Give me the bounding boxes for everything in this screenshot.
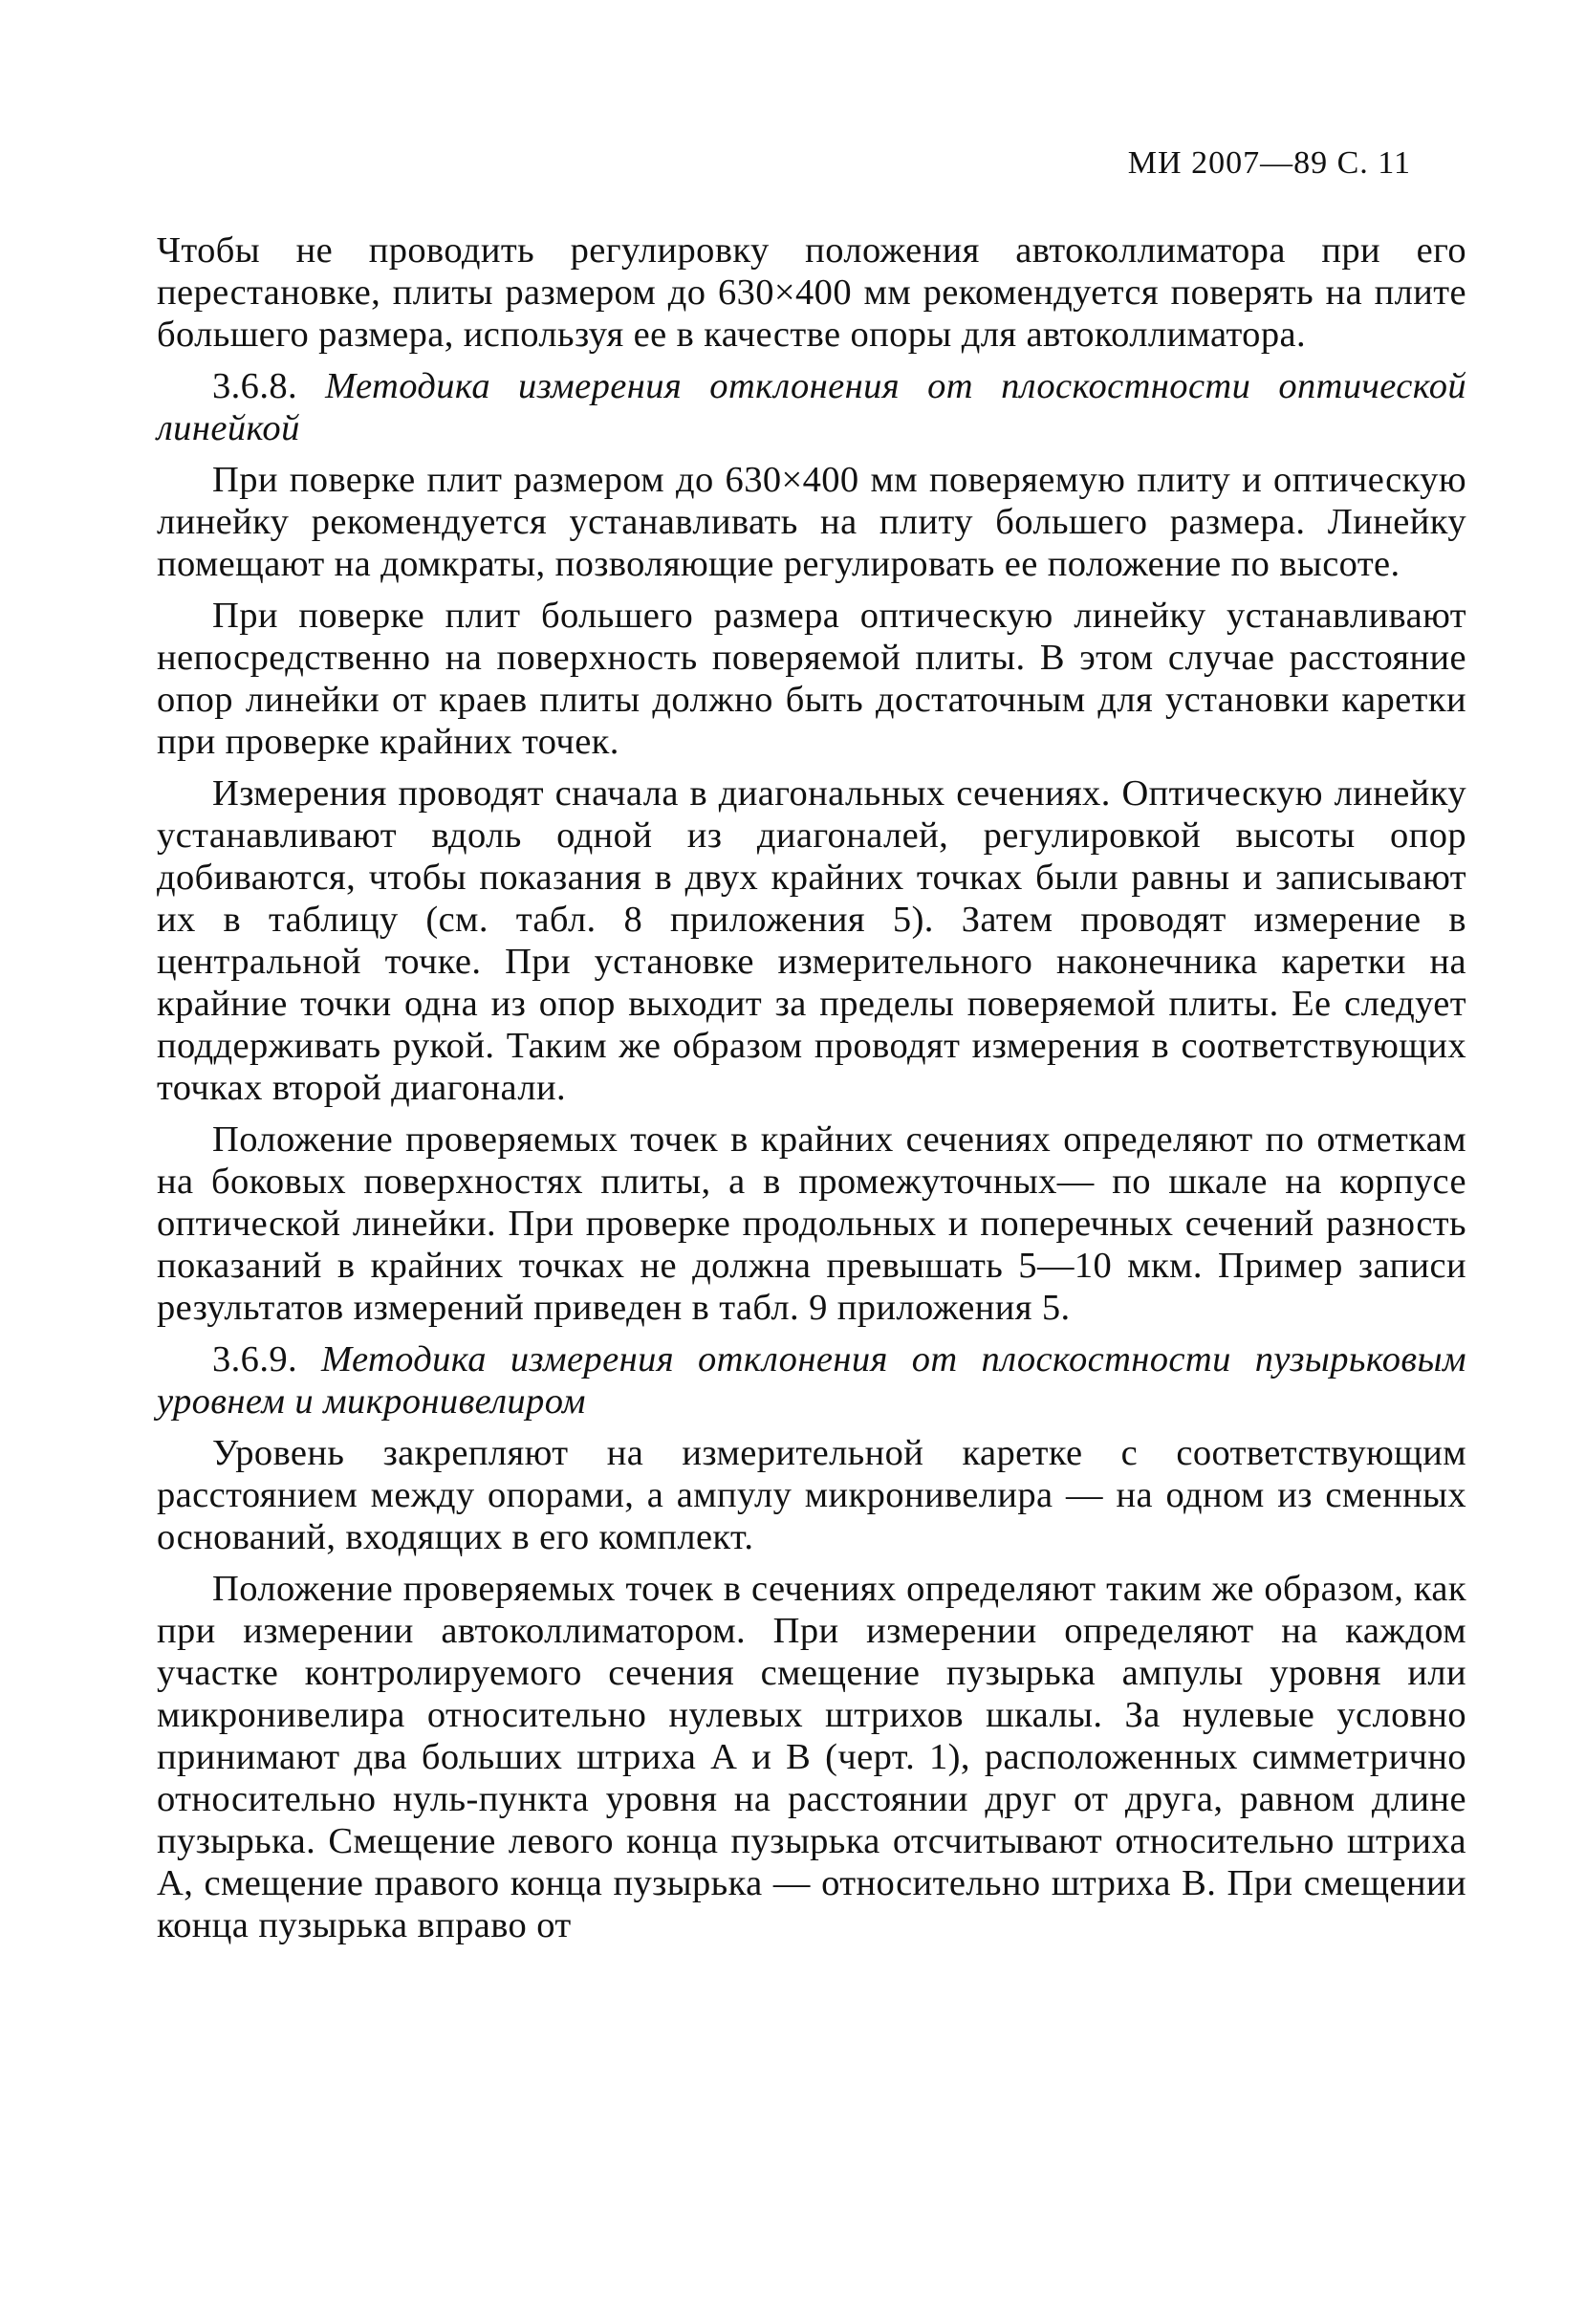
section-number: 3.6.8. — [212, 366, 298, 406]
paragraph-level-mounting: Уровень закрепляют на измерительной каретке с соответствующим расстоянием между опорами, а ампулу микронивелира — на одном из сменных оснований, входящих в его комплект. — [157, 1433, 1466, 1557]
body-text — [157, 229, 1466, 1956]
paragraph-large-plates: При поверке плит большего размера оптическую линейку устанавливают непосредственно на поверхность поверяемой плиты. В этом случае расстояние опор линейки от краев плиты должно быть достаточным для установки каретки при проверке крайних точек. — [157, 596, 1466, 762]
paragraph-autocollimator-note: Чтобы не проводить регулировку положения автоколлиматора при его перестановке, плиты размером до 630×400 мм рекомендуется поверять на плите большего размера, используя ее в качестве опоры для автоколлиматора. — [157, 230, 1466, 355]
running-head: МИ 2007—89 С. 11 — [1127, 145, 1411, 181]
paragraph-point-positions: Положение проверяемых точек в крайних сечениях определяют по отметкам на боковых поверхностях плиты, а в промежуточных— по шкале на корпусе оптической линейки. При проверке продольных и поперечных сечений разность показаний в крайних точках не должна превышать 5—10 мкм. Пример записи результатов измерений приведен в табл. 9 приложения 5. — [157, 1119, 1466, 1328]
paragraph-small-plates: При поверке плит размером до 630×400 мм поверяемую плиту и оптическую линейку рекомендуется устанавливать на плиту большего размера. Линейку помещают на домкраты, позволяющие регулировать ее положение по высоте. — [157, 460, 1466, 584]
paragraph-bubble-measurement: Положение проверяемых точек в сечениях определяют таким же образом, как при измерении автоколлиматором. При измерении определяют на каждом участке контролируемого сечения смещение пузырька ампулы уровня или микронивелира относительно нулевых штрихов шкалы. За нулевые условно принимают два больших штриха А и В (черт. 1), расположенных симметрично относительно нуль-пункта уровня на расстоянии друг от друга, равном длине пузырька. Смещение левого конца пузырька отсчитывают относительно штриха А, смещение правого конца пузырька — относительно штриха В. При смещении конца пузырька вправо от — [157, 1569, 1466, 1945]
section-title: Методика измерения отклонения от плоскостности оптической линейкой — [157, 366, 1466, 448]
section-heading-3-6-9 — [157, 1338, 1466, 1423]
section-title: Методика измерения отклонения от плоскостности пузырьковым уровнем и микронивелиром — [157, 1339, 1466, 1422]
section-heading-3-6-8 — [157, 365, 1466, 449]
section-number: 3.6.9. — [212, 1339, 298, 1379]
paragraph-diagonal-measurement: Измерения проводят сначала в диагональных сечениях. Оптическую линейку устанавливают вдоль одной из диагоналей, регулировкой высоты опор добиваются, чтобы показания в двух крайних точках были равны и записывают их в таблицу (см. табл. 8 приложения 5). Затем проводят измерение в центральной точке. При установке измерительного наконечника каретки на крайние точки одна из опор выходит за пределы поверяемой плиты. Ее следует поддерживать рукой. Таким же образом проводят измерения в соответствующих точках второй диагонали. — [157, 773, 1466, 1108]
